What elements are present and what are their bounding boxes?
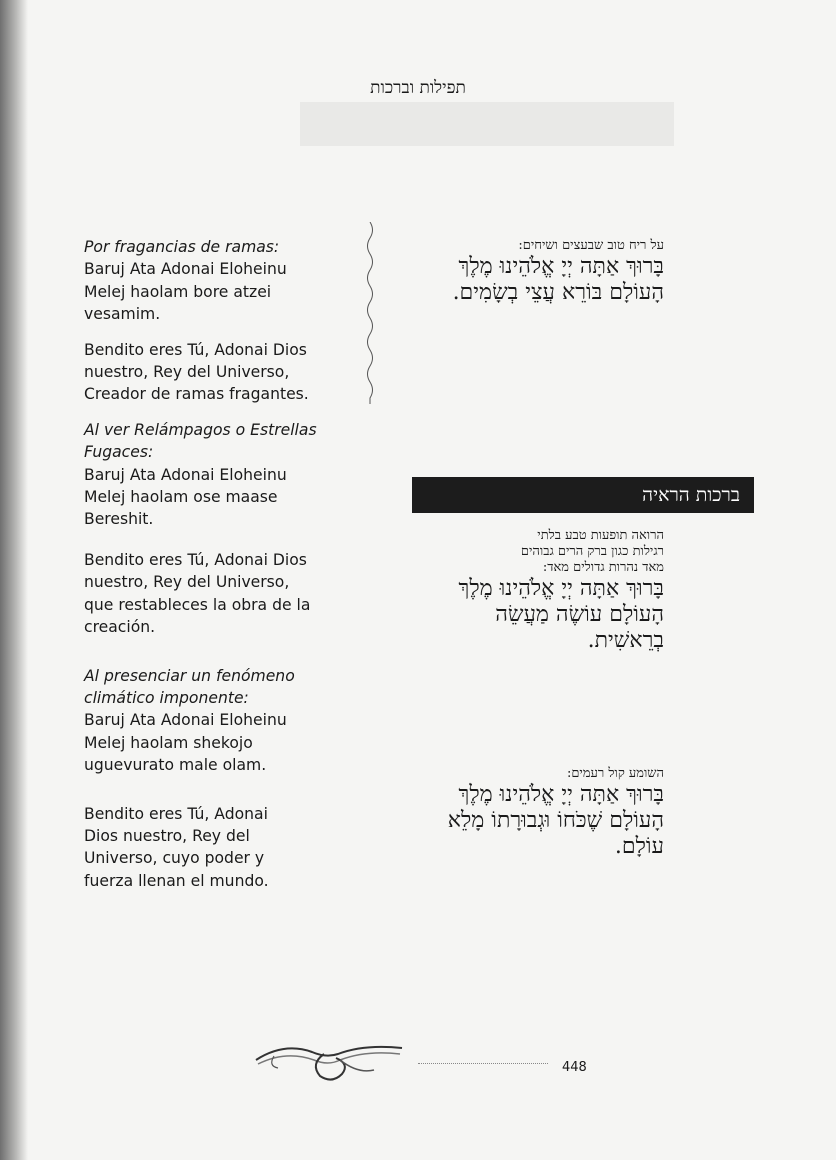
fragrance-translit-1: Baruj Ata Adonai Eloheinu bbox=[84, 260, 287, 279]
lightning-hebrew-caption-2: רגילות כגון ברק הרים גבוהים bbox=[520, 544, 664, 559]
lightning-translit-3: Bereshit. bbox=[84, 510, 154, 529]
fragrance-translation-2: nuestro, Rey del Universo, bbox=[84, 363, 290, 382]
thunder-translit-2: Melej haolam shekojo bbox=[84, 733, 253, 752]
thunder-translation-1: Bendito eres Tú, Adonai bbox=[84, 804, 268, 823]
thunder-translit-3: uguevurato male olam. bbox=[84, 756, 267, 775]
thunder-translit-1: Baruj Ata Adonai Eloheinu bbox=[84, 711, 287, 730]
thunder-blessing-hebrew bbox=[448, 766, 664, 860]
lightning-translation-2: nuestro, Rey del Universo, bbox=[84, 573, 290, 592]
thunder-translation-2: Dios nuestro, Rey del bbox=[84, 826, 250, 845]
lightning-hebrew-caption-3: מאד נהרות גדולים מאד: bbox=[542, 560, 664, 575]
thunder-translation-4: fuerza llenan el mundo. bbox=[84, 871, 269, 890]
lightning-hebrew-caption-1: הרואה תופעות טבע בלתי bbox=[537, 528, 664, 543]
page-number: 448 bbox=[562, 1060, 587, 1075]
fragrance-translation-3: Creador de ramas fragantes. bbox=[84, 385, 309, 404]
running-header: תפילות וברכות bbox=[370, 78, 466, 98]
lightning-translation-4: creación. bbox=[84, 618, 156, 637]
thunder-hebrew-line-2: הָעוֹלָם שֶׁכֹּחוֹ וּגְבוּרָתוֹ מָלֵא bbox=[447, 808, 664, 833]
lightning-translation-3: que restableces la obra de la bbox=[84, 595, 311, 614]
thunder-hebrew-caption: השומע קול רעמים: bbox=[566, 766, 664, 781]
fragrance-translation-1: Bendito eres Tú, Adonai Dios bbox=[84, 340, 307, 359]
lightning-title-1: Al ver Relámpagos o Estrellas bbox=[84, 420, 317, 439]
thunder-hebrew-line-3: עוֹלָם. bbox=[614, 834, 664, 859]
fragrance-blessing-hebrew bbox=[453, 238, 664, 306]
lightning-hebrew-line-1: בָּרוּךְ אַתָּה יְיָ אֱלֹהֵינוּ מֶלֶךְ bbox=[458, 576, 664, 601]
fragrance-title: Por fragancias de ramas: bbox=[84, 238, 280, 256]
lightning-blessing-hebrew bbox=[459, 528, 664, 654]
fragrance-translit-2: Melej haolam bore atzei bbox=[84, 282, 272, 301]
wavy-bracket-icon bbox=[362, 222, 378, 404]
footer-dotted-rule bbox=[418, 1063, 548, 1064]
lightning-hebrew-line-2: הָעוֹלָם עוֹשֶׂה מַעֲשֵׂה bbox=[495, 602, 664, 627]
show-through-band bbox=[300, 102, 674, 146]
fragrance-hebrew-caption: על ריח טוב שבעצים ושיחים: bbox=[518, 238, 664, 253]
page-gutter-shadow bbox=[0, 0, 28, 1160]
lightning-translit-2: Melej haolam ose maase bbox=[84, 488, 278, 507]
thunder-title-1: Al presenciar un fenómeno bbox=[84, 666, 295, 685]
lightning-hebrew-line-3: בְרֵאשִׁית. bbox=[587, 628, 664, 653]
thunder-hebrew-line-1: בָּרוּךְ אַתָּה יְיָ אֱלֹהֵינוּ מֶלֶךְ bbox=[458, 782, 664, 807]
thunder-translation-3: Universo, cuyo poder y bbox=[84, 849, 265, 868]
spanish-column bbox=[84, 236, 354, 892]
thunder-title-2: climático imponente: bbox=[84, 688, 249, 707]
lightning-translit-1: Baruj Ata Adonai Eloheinu bbox=[84, 465, 287, 484]
fragrance-hebrew-line-1: בָּרוּךְ אַתָּה יְיָ אֱלֹהֵינוּ מֶלֶךְ bbox=[458, 254, 664, 279]
section-banner-title: ברכות הראיה bbox=[642, 483, 740, 506]
lightning-title-2: Fugaces: bbox=[84, 443, 154, 462]
decorative-ribbon-icon bbox=[254, 1030, 404, 1088]
fragrance-translit-3: vesamim. bbox=[84, 305, 161, 324]
fragrance-hebrew-line-2: הָעוֹלָם בּוֹרֵא עֲצֵי בְשָׂמִים. bbox=[452, 280, 664, 305]
lightning-translation-1: Bendito eres Tú, Adonai Dios bbox=[84, 550, 307, 569]
section-banner bbox=[412, 477, 754, 513]
